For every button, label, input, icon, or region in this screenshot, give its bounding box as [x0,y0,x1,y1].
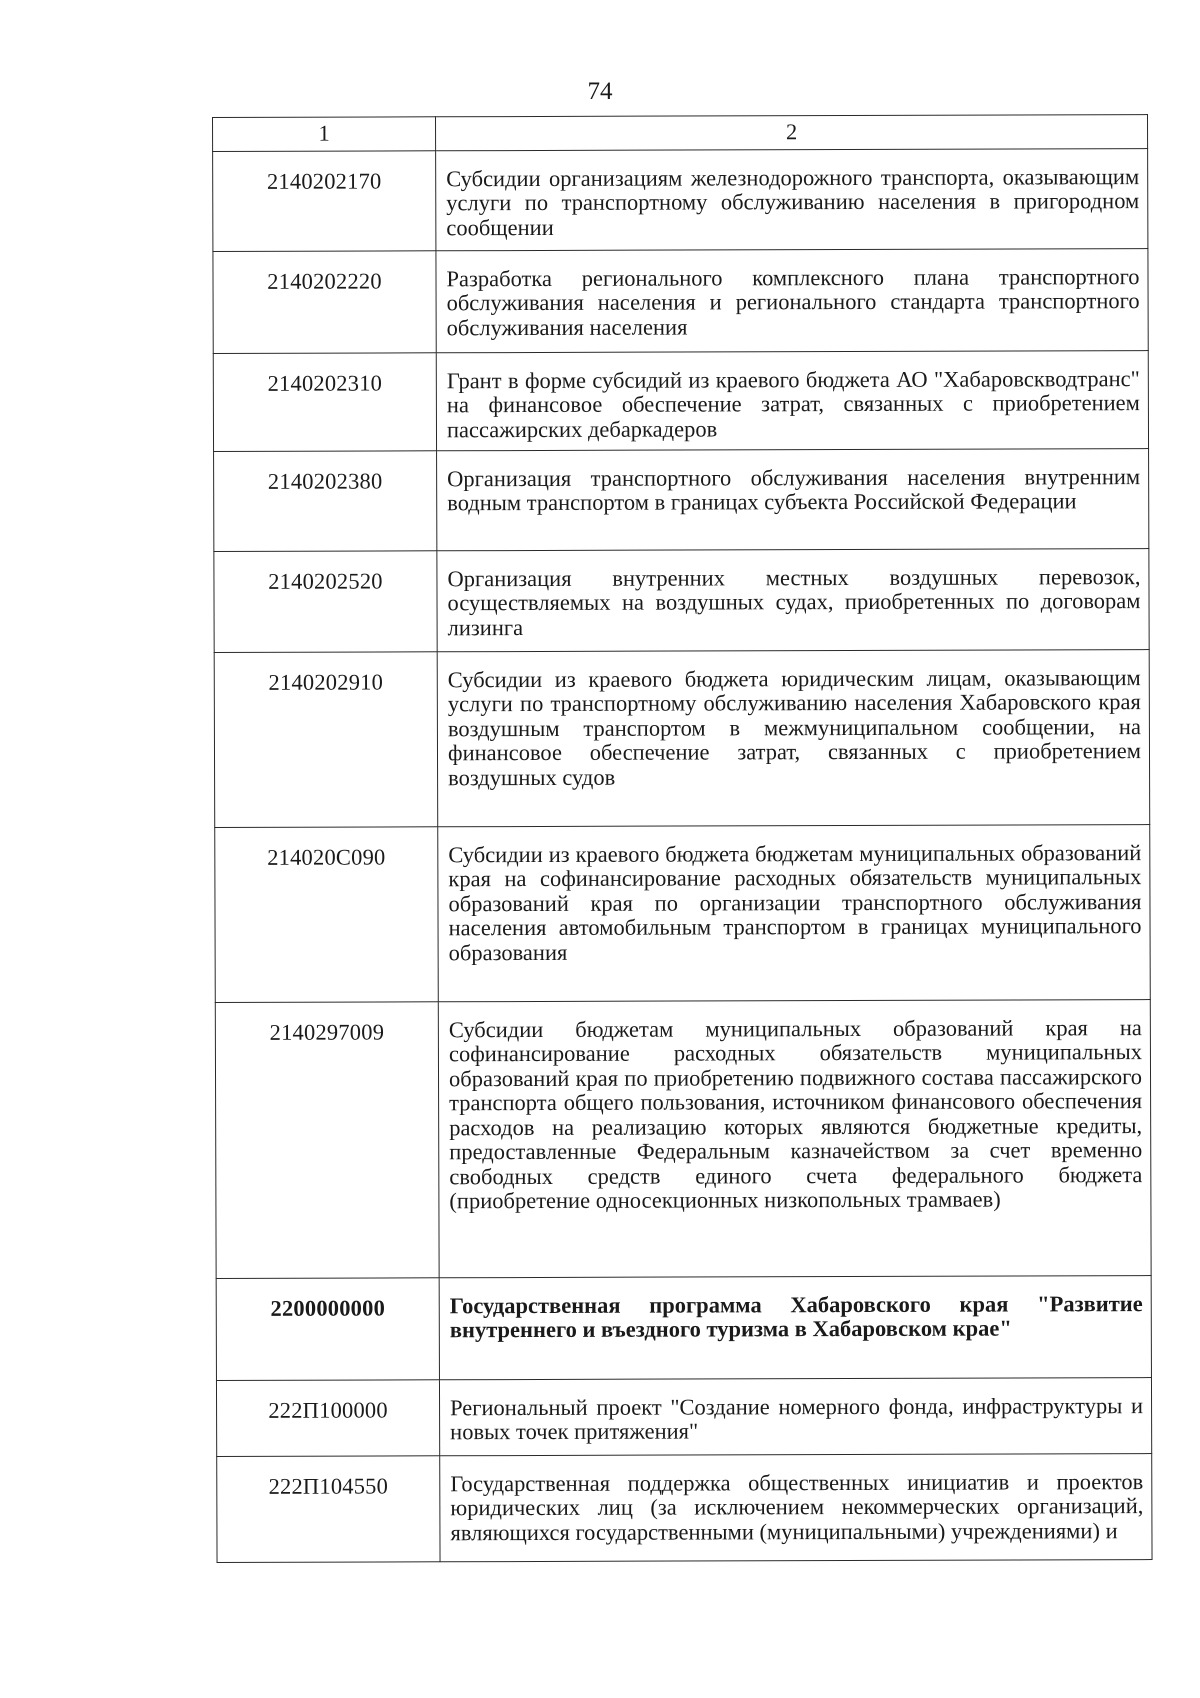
row-description: Государственная поддержка общественных инициатив и проектов юридических лиц (за исключением некоммерческих организаций, являющихся государственными (муниципальными) учреждениями) и [440,1453,1152,1561]
row-description: Субсидии из краевого бюджета юридическим лицам, оказывающим услуги по транспортному обслуживанию населения Хабаровского края воздушным транспортом в межмуниципальном сообщении, на финансовое обеспечение затрат, связанных с приобретением воздушных судов [437,649,1150,826]
table-header-row [213,115,1148,151]
table-row [214,448,1149,551]
table-row [217,1453,1152,1562]
table-row-program-heading [216,1275,1151,1380]
row-code: 2140202220 [213,250,436,353]
row-description: Разработка регионального комплексного плана транспортного обслуживания населения и регионального стандарта транспортного обслуживания населения [436,248,1148,352]
table-row [214,548,1149,652]
row-description: Грант в форме субсидий из краевого бюджета АО "Хабаровскводтранс" на финансовое обеспечение затрат, связанных с приобретением пассажирских дебаркадеров [436,350,1148,450]
row-code: 2200000000 [216,1277,439,1380]
row-description: Организация внутренних местных воздушных перевозок, осуществляемых на воздушных судах, приобретенных по договорам лизинга [437,548,1149,651]
row-description: Субсидии бюджетам муниципальных образований края на софинансирование расходных обязательств муниципальных образований края по приобретению подвижного состава пассажирского транспорта общего пользования, источником финансового обеспечения расходов на реализацию которых являются бюджетные кредиты, предоставленные Федеральным казначейством за счет временно свободных средств единого счета федерального бюджета (приобретение односекционных низкопольных трамваев) [438,999,1151,1277]
row-code: 2140297009 [215,1001,439,1278]
row-code: 222П104550 [217,1455,440,1562]
table-row [216,1377,1151,1456]
row-code: 2140202380 [214,450,437,551]
row-code: 2140202520 [214,550,437,652]
table-row [213,248,1148,353]
row-code: 214020С090 [215,826,439,1002]
column-header-code: 1 [213,117,436,151]
table-row [213,148,1148,251]
row-code: 2140202310 [213,352,436,451]
table-row [213,350,1148,451]
page-number: 74 [587,78,613,105]
row-description: Субсидии из краевого бюджета бюджетам муниципальных образований края на софинансирование расходных обязательств муниципальных образований края по организации транспортного обслуживания населения автомобильным транспортом в границах муниципального образования [438,824,1151,1001]
column-header-description: 2 [436,115,1148,151]
budget-classification-table [212,114,1153,1562]
row-description: Субсидии организациям железнодорожного транспорта, оказывающим услуги по транспортному обслуживанию населения в пригородном сообщении [436,148,1148,250]
row-description: Государственная программа Хабаровского края "Развитие внутреннего и въездного туризма в Хабаровском крае" [439,1275,1151,1379]
table-row [215,824,1151,1002]
row-code: 2140202170 [213,150,436,251]
row-code: 2140202910 [214,651,438,827]
table-row [214,649,1150,827]
table-row [215,999,1151,1278]
row-description: Региональный проект "Создание номерного фонда, инфраструктуры и новых точек притяжения" [439,1377,1151,1455]
row-description: Организация транспортного обслуживания населения внутренним водным транспортом в границах субъекта Российской Федерации [437,448,1149,550]
row-code: 222П100000 [216,1379,439,1456]
